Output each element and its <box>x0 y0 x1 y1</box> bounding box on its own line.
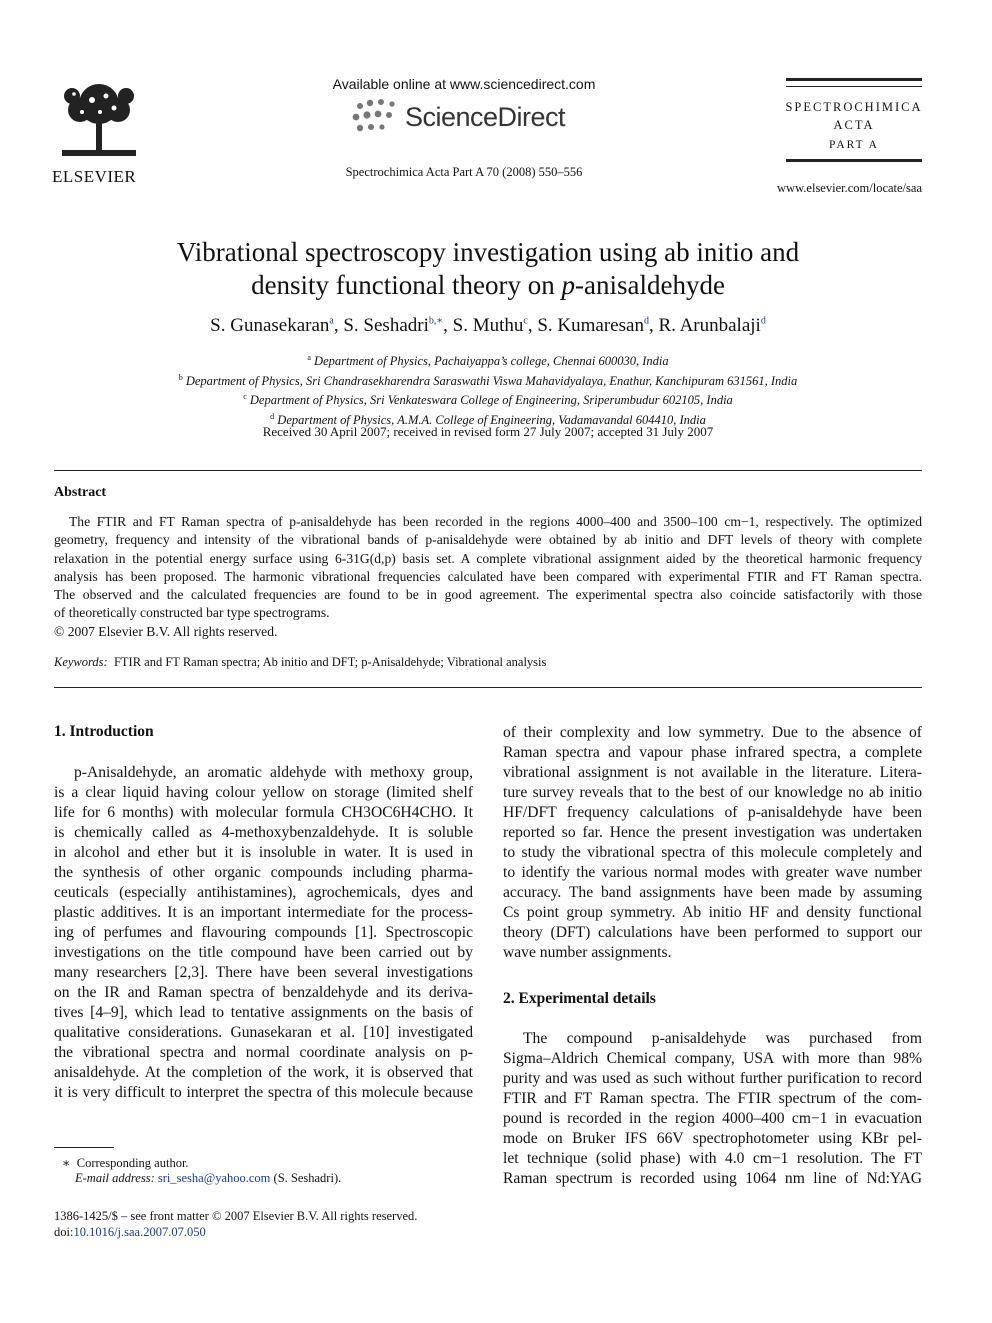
paragraph-line: on the IR and Raman spectra of benzaldehyde and its deriva- <box>54 984 473 1001</box>
issn-line: 1386-1425/$ – see front matter © 2007 Elsevier B.V. All rights reserved. <box>54 1209 418 1223</box>
paragraph-line: reported so far. Hence the present investigation was undertaken <box>503 824 922 841</box>
journal-name-line1: SPECTROCHIMICA <box>785 100 923 114</box>
author-list: S. Gunasekaran$^a$, S. Seshadri$^{b,∗}$, S. Muthu$^c$, S. Kumaresan$^d$, R. Arunbalaji$^d$ <box>210 315 766 336</box>
section-2-body <box>503 1029 922 1189</box>
paragraph-line: many researchers [2,3]. There have been several investigations <box>54 964 473 981</box>
author[interactable]: S. Seshadri$^{b,∗}$ <box>343 315 444 336</box>
paragraph-line: Sigma–Aldrich Chemical company, USA with more than 98% <box>503 1050 922 1067</box>
journal-name-line2: ACTA <box>833 118 875 132</box>
paragraph-line: plastic additives. It is an important intermediate for the process- <box>54 904 473 921</box>
abstract-bottom-rule <box>54 687 922 688</box>
paragraph-line: qualitative considerations. Gunasekaran et al. [10] investigated <box>54 1024 473 1041</box>
affiliation-d: $^d$ Department of Physics, A.M.A. College of Engineering, Vadamavandal 604410, India <box>270 411 706 428</box>
paragraph-line: Raman spectra and vapour phase infrared spectra, a complete <box>503 744 922 761</box>
column-2-body <box>503 723 922 963</box>
doi-line: doi:10.1016/j.saa.2007.07.050 <box>54 1225 206 1239</box>
abstract-heading: Abstract <box>54 485 107 500</box>
article-title <box>60 236 916 302</box>
paragraph-line: wave number assignments. <box>503 944 672 961</box>
journal-citation: Spectrochimica Acta Part A 70 (2008) 550–556 <box>345 165 583 179</box>
paragraph-line: investigations on the title compound have been carried out by <box>54 944 473 961</box>
sciencedirect-wordmark: ScienceDirect <box>405 102 566 132</box>
paragraph-line: vibrational assignment is not available in the literature. Litera- <box>503 764 922 781</box>
paragraph-line: of their complexity and low symmetry. Due to the absence of <box>503 724 922 741</box>
paragraph-line: is chemically called as 4-methoxybenzaldehyde. It is soluble <box>54 824 473 841</box>
paragraph-line: ing of perfumes and flavouring compounds [1]. Spectroscopic <box>54 924 473 941</box>
paragraph-line: tives [4–9], which lead to tentative assignments on the basis of <box>54 1004 473 1021</box>
section-1-heading: 1. Introduction <box>54 723 154 740</box>
abstract-line: relaxation in the potential energy surface using 6-31G(d,p) basis set. A complete vibrational assignment aided by the theoretical harmonic frequency <box>54 550 922 566</box>
sciencedirect-logo[interactable] <box>350 98 590 138</box>
author[interactable]: S. Gunasekaran$^a$ <box>210 315 334 336</box>
journal-url[interactable]: www.elsevier.com/locate/saa <box>777 181 922 195</box>
elsevier-logo <box>52 78 146 186</box>
footnote-rule <box>54 1147 114 1148</box>
paragraph-line: Cs point group symmetry. Ab initio HF and density functional <box>503 904 922 921</box>
paragraph-line: p-Anisaldehyde, an aromatic aldehyde with methoxy group, <box>74 764 473 781</box>
footnote-email: E-mail address: sri_sesha@yahoo.com (S. Seshadri). <box>75 1171 342 1185</box>
abstract-line: of theoretically constructed bar type spectrograms. <box>54 605 330 621</box>
email-link[interactable]: sri_sesha@yahoo.com <box>157 1171 271 1185</box>
paragraph-line: FTIR and FT Raman spectra. The FTIR spectrum of the com- <box>503 1090 922 1107</box>
paragraph-line: ture survey reveals that to the best of our knowledge no ab initio <box>503 784 922 801</box>
title-line-2: density functional theory on p-anisaldehyde <box>251 270 725 300</box>
journal-top-rule-thick <box>786 78 922 81</box>
paragraph-line: is a clear liquid having colour yellow on storage (limited shelf <box>54 784 473 801</box>
paragraph-line: in alcohol and ether but it is insoluble in water. It is used in <box>54 844 473 861</box>
author[interactable]: R. Arunbalaji$^d$ <box>658 315 766 336</box>
paragraph-line: purity and was used as such without further purification to record <box>503 1070 922 1087</box>
paragraph-line: life for 6 months) with molecular formula CH3OC6H4CHO. It <box>54 804 473 821</box>
paragraph-line: the vibrational spectra and normal coordinate analysis on p- <box>54 1044 473 1061</box>
keywords: Keywords: FTIR and FT Raman spectra; Ab initio and DFT; p-Anisaldehyde; Vibrational analysis <box>54 655 547 669</box>
paragraph-line: to study the vibrational spectra of this molecule completely and <box>503 844 922 861</box>
doi-link[interactable]: 10.1016/j.saa.2007.07.050 <box>73 1225 206 1239</box>
paragraph-line: pound is recorded in the region 4000–400 cm−1 in evacuation <box>503 1110 922 1127</box>
affiliation-a: $^a$ Department of Physics, Pachaiyappa’s college, Chennai 600030, India <box>307 353 669 369</box>
received-dates: Received 30 April 2007; received in revised form 27 July 2007; accepted 31 July 2007 <box>262 424 714 439</box>
paragraph-line: let technique (solid phase) with 4.0 cm−1 resolution. The FT <box>503 1150 922 1167</box>
affiliations <box>60 350 916 429</box>
sciencedirect-dots-icon <box>350 98 402 136</box>
affiliation-b: $^b$ Department of Physics, Sri Chandrasekharendra Saraswathi Viswa Mahavidyalaya, Enathur, Kanchipuram 631561, India <box>178 372 798 388</box>
author[interactable]: S. Kumaresan$^d$ <box>537 315 649 336</box>
journal-name-line3: PART A <box>829 139 879 151</box>
paragraph-line: theory (DFT) calculations have been performed to support our <box>503 924 922 941</box>
paragraph-line: to identify the various normal modes with greater wave number <box>503 864 922 881</box>
paragraph-line: the synthesis of other organic compounds including pharma- <box>54 864 473 881</box>
paragraph-line: anisaldehyde. At the completion of the work, it is observed that <box>54 1064 473 1081</box>
paragraph-line: ceuticals (especially antihistamines), agrochemicals, dyes and <box>54 884 473 901</box>
abstract-line: analysis has been proposed. The harmonic vibrational frequencies calculated have been compared with experimental FTIR and FT Raman spectra. <box>54 568 922 584</box>
abstract-line: geometry, frequency and intensity of the vibrational bands of p-anisaldehyde were obtained by ab initio and DFT levels of theory with complete <box>54 532 922 548</box>
title-line-1: Vibrational spectroscopy investigation using ab initio and <box>176 237 800 267</box>
paragraph-line: The compound p-anisaldehyde was purchased from <box>523 1030 922 1047</box>
abstract-top-rule <box>54 470 922 471</box>
journal-bottom-rule <box>786 159 922 162</box>
abstract-copyright: © 2007 Elsevier B.V. All rights reserved. <box>54 623 278 639</box>
paragraph-line: it is very difficult to interpret the spectra of this molecule because <box>54 1084 473 1101</box>
section-2-heading: 2. Experimental details <box>503 990 656 1007</box>
journal-top-rule-thin <box>786 86 922 87</box>
affiliation-c: $^c$ Department of Physics, Sri Venkateswara College of Engineering, Sriperumbudur 602105, India <box>243 392 733 408</box>
paragraph-line: accuracy. The band assignments have been made by assuming <box>503 884 922 901</box>
abstract-line: The observed and the calculated frequencies are found to be in good agreement. The experimental spectra also coincide satisfactorily with those <box>54 587 922 603</box>
abstract-body <box>54 513 922 641</box>
paragraph-line: Raman spectrum is recorded using 1064 nm line of Nd:YAG <box>503 1170 922 1187</box>
available-online[interactable]: Available online at www.sciencedirect.com <box>332 76 596 92</box>
paragraph-line: HF/DFT frequency calculations of p-anisaldehyde have been <box>503 804 922 821</box>
section-1-body <box>54 763 473 1103</box>
elsevier-tree-icon <box>52 78 146 160</box>
publisher-name: ELSEVIER <box>52 167 137 186</box>
author[interactable]: S. Muthu$^c$ <box>452 315 528 336</box>
footnote-corresponding: ∗ Corresponding author. <box>62 1156 189 1170</box>
abstract-line: The FTIR and FT Raman spectra of p-anisaldehyde has been recorded in the regions 4000–400 and 3500–100 cm−1, respectively. The optimized <box>69 514 922 529</box>
paragraph-line: mode on Bruker IFS 66V spectrophotometer using KBr pel- <box>503 1130 922 1147</box>
